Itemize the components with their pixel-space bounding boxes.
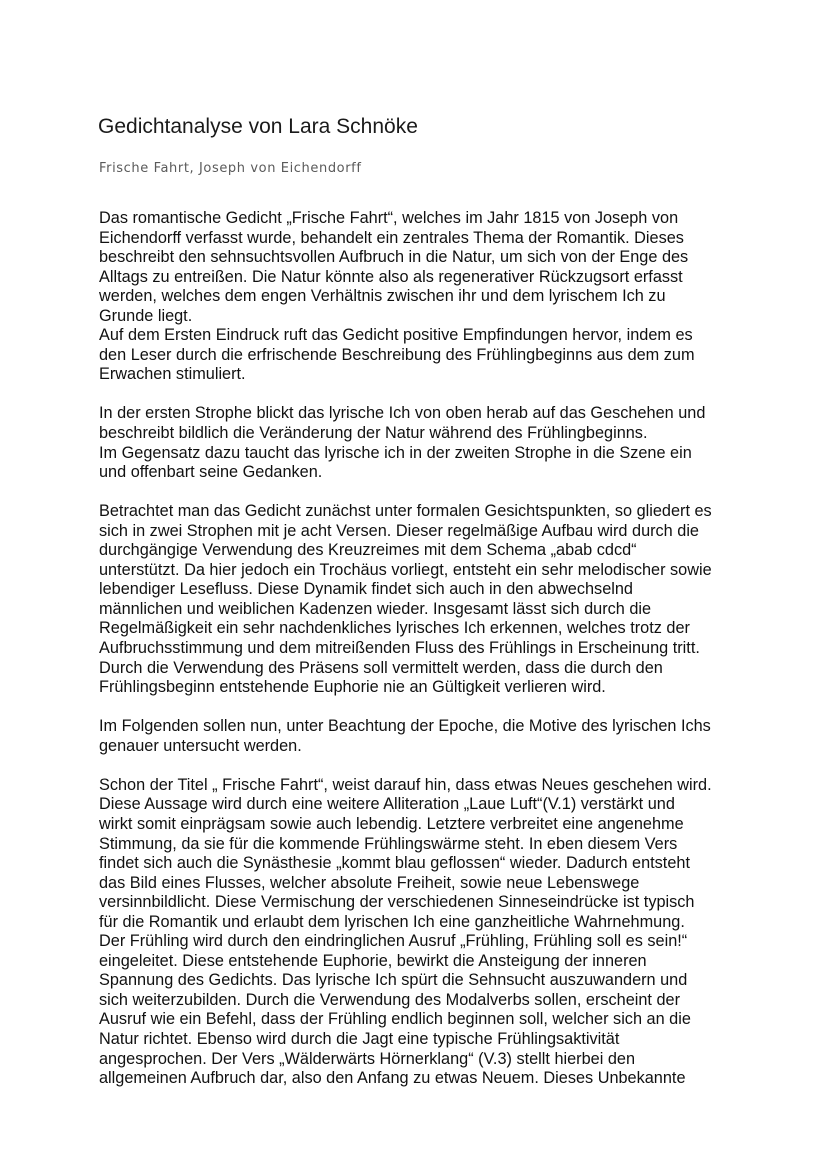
text-line: genauer untersucht werden. bbox=[99, 736, 302, 755]
text-line: findet sich auch die Synästhesie „kommt blau geflossen“ wieder. Dadurch entsteht bbox=[99, 854, 690, 873]
text-line: werden, welches dem engen Verhältnis zwischen ihr und dem lyrischem Ich zu bbox=[99, 287, 666, 306]
text-line: wirkt somit einprägsam sowie auch lebendig. Letztere verbreitet eine angenehme bbox=[99, 814, 684, 833]
text-line: Alltags zu entreißen. Die Natur könnte also als regenerativer Rückzugsort erfasst bbox=[99, 267, 683, 286]
text-line: Natur richtet. Ebenso wird durch die Jagt eine typische Frühlingsaktivität bbox=[99, 1029, 620, 1048]
text-line: den Leser durch die erfrischende Beschreibung des Frühlingbeginns aus dem zum bbox=[99, 345, 695, 364]
text-line: beschreibt den sehnsuchtsvollen Aufbruch in die Natur, um sich von der Enge des bbox=[99, 248, 689, 267]
text-line: Im Gegensatz dazu taucht das lyrische ich in der zweiten Strophe in die Szene ein bbox=[99, 443, 692, 462]
text-line: sich in zwei Strophen mit je acht Versen. Dieser regelmäßige Aufbau wird durch die bbox=[99, 521, 699, 540]
paragraph-first-stanza bbox=[99, 404, 739, 443]
text-line: Frühlingsbeginn entstehende Euphorie nie an Gültigkeit verlieren wird. bbox=[99, 678, 606, 697]
paragraph-second-stanza bbox=[99, 444, 739, 483]
text-line: unterstützt. Da hier jedoch ein Trochäus vorliegt, entsteht ein sehr melodischer sowie bbox=[99, 560, 712, 579]
text-line: Diese Aussage wird durch eine weitere Alliteration „Laue Luft“(V.1) verstärkt und bbox=[99, 795, 675, 814]
text-line: Schon der Titel „ Frische Fahrt“, weist darauf hin, dass etwas Neues geschehen wird. bbox=[99, 775, 712, 794]
paragraph-first-impression bbox=[99, 326, 739, 385]
paragraph-formal-analysis bbox=[99, 502, 739, 697]
text-line: Durch die Verwendung des Präsens soll vermittelt werden, dass die durch den bbox=[99, 658, 663, 677]
text-line: allgemeinen Aufbruch dar, also den Anfang zu etwas Neuem. Dieses Unbekannte bbox=[99, 1069, 686, 1088]
text-line: das Bild eines Flusses, welcher absolute Freiheit, sowie neue Lebenswege bbox=[99, 873, 640, 892]
text-line: Im Folgenden sollen nun, unter Beachtung der Epoche, die Motive des lyrischen Ichs bbox=[99, 717, 711, 736]
text-line: für die Romantik und erlaubt dem lyrischen Ich eine ganzheitliche Wahrnehmung. bbox=[99, 912, 685, 931]
text-line: Regelmäßigkeit ein sehr nachdenkliches lyrisches Ich erkennen, welches trotz der bbox=[99, 619, 690, 638]
paragraph-transition bbox=[99, 717, 739, 756]
text-line: eingeleitet. Diese entstehende Euphorie, bewirkt die Ansteigung der inneren bbox=[99, 951, 647, 970]
text-line: Spannung des Gedichts. Das lyrische Ich spürt die Sehnsucht auszuwandern und bbox=[99, 971, 688, 990]
text-line: männlichen und weiblichen Kadenzen wieder. Insgesamt lässt sich durch die bbox=[99, 599, 652, 618]
document-subtitle: Frische Fahrt, Joseph von Eichendorff bbox=[99, 161, 362, 176]
text-line: Ausruf wie ein Befehl, dass der Frühling endlich beginnen soll, welcher sich an die bbox=[99, 1010, 691, 1029]
text-line: sich weiterzubilden. Durch die Verwendung des Modalverbs sollen, erscheint der bbox=[99, 990, 681, 1009]
text-line: Erwachen stimuliert. bbox=[99, 365, 246, 384]
paragraph-introduction bbox=[99, 209, 739, 326]
text-line: durchgängige Verwendung des Kreuzreimes mit dem Schema „abab cdcd“ bbox=[99, 541, 637, 560]
document-title: Gedichtanalyse von Lara Schnöke bbox=[98, 115, 418, 138]
text-line: Das romantische Gedicht „Frische Fahrt“, welches im Jahr 1815 von Joseph von bbox=[99, 209, 679, 227]
text-line: lebendiger Lesefluss. Diese Dynamik findet sich auch in den abwechselnd bbox=[99, 580, 633, 599]
text-line: angesprochen. Der Vers „Wälderwärts Hörnerklang“ (V.3) stellt hierbei den bbox=[99, 1049, 636, 1068]
text-line: Aufbruchsstimmung und dem mitreißenden Fluss des Frühlings in Erscheinung tritt. bbox=[99, 639, 700, 658]
text-line: Grunde liegt. bbox=[99, 306, 193, 325]
text-line: In der ersten Strophe blickt das lyrische Ich von oben herab auf das Geschehen und bbox=[99, 404, 706, 423]
text-line: und offenbart seine Gedanken. bbox=[99, 463, 323, 482]
document-body bbox=[99, 209, 739, 1089]
text-line: Stimmung, da sie für die kommende Frühlingswärme steht. In eben diesem Vers bbox=[99, 834, 678, 853]
text-line: beschreibt bildlich die Veränderung der Natur während des Frühlingbeginns. bbox=[99, 424, 648, 443]
paragraph-motif-analysis bbox=[99, 776, 739, 1089]
text-line: Der Frühling wird durch den eindringlichen Ausruf „Frühling, Frühling soll es sein!“ bbox=[99, 932, 688, 951]
text-line: Eichendorff verfasst wurde, behandelt ein zentrales Thema der Romantik. Dieses bbox=[99, 228, 684, 247]
text-line: Auf dem Ersten Eindruck ruft das Gedicht positive Empfindungen hervor, indem es bbox=[99, 326, 693, 345]
text-line: Betrachtet man das Gedicht zunächst unter formalen Gesichtspunkten, so gliedert es bbox=[99, 502, 712, 521]
text-line: versinnbildlicht. Diese Vermischung der verschiedenen Sinneseindrücke ist typisch bbox=[99, 893, 695, 912]
